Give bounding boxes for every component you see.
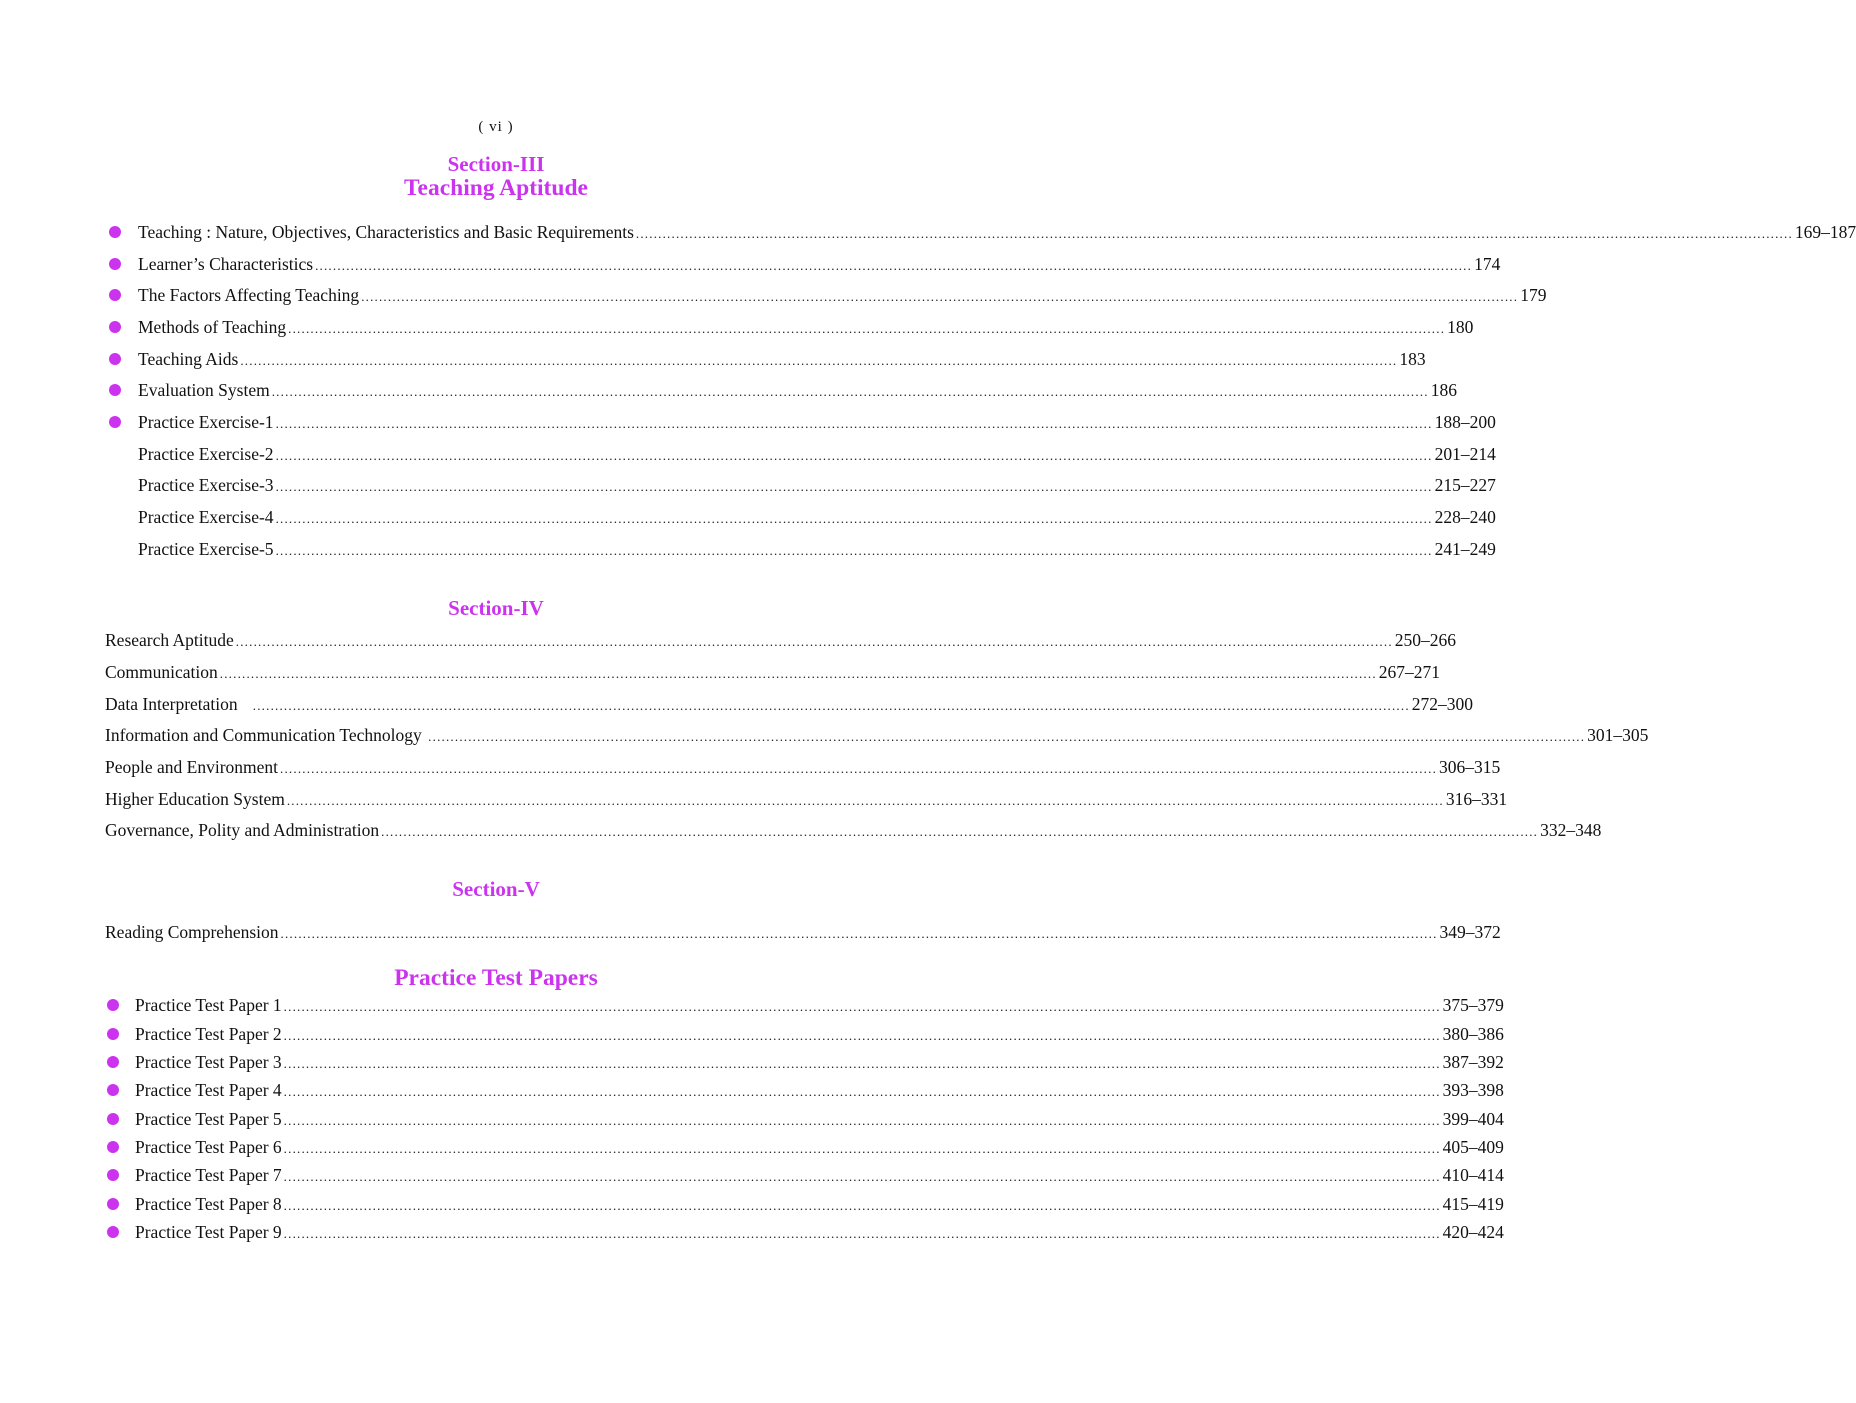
toc-entry[interactable] [135,1107,1504,1131]
dot-leader: .................................................................................................................................................................................................................................................................... [252,698,1410,713]
toc-entry-title: Methods of Teaching [138,317,287,337]
toc-entry[interactable] [105,723,1649,747]
section-3-subtitle: Teaching Aptitude [404,175,588,201]
toc-entry[interactable] [138,537,1496,561]
dot-leader: .................................................................................................................................................................................................................................................................... [240,353,1398,368]
dot-leader: .................................................................................................................................................................................................................................................................... [315,258,1473,273]
toc-entry[interactable] [138,473,1496,497]
dot-leader: .................................................................................................................................................................................................................................................................... [283,1056,1441,1071]
toc-entry-title: Practice Exercise-5 [138,539,274,559]
toc-entry-pages: 169–187 [1794,222,1856,242]
toc-entry[interactable] [138,220,1856,244]
toc-entry-title: Communication [105,662,218,682]
dot-leader: .................................................................................................................................................................................................................................................................... [283,1028,1441,1043]
toc-entry-pages: 180 [1447,317,1474,337]
toc-entry[interactable] [135,1078,1504,1102]
toc-entry[interactable] [105,660,1441,684]
toc-entry-title: Learner’s Characteristics [138,254,314,274]
toc-entry-pages: 349–372 [1439,922,1501,942]
toc-entry-pages: 306–315 [1439,757,1501,777]
toc-entry-title: Practice Test Paper 2 [135,1024,282,1044]
bullet-icon [107,1141,119,1153]
dot-leader: .................................................................................................................................................................................................................................................................... [280,926,1438,941]
toc-entry-pages: 179 [1520,285,1547,305]
toc-entry[interactable] [138,505,1496,529]
bullet-icon [109,289,121,301]
toc-entry[interactable] [135,1163,1504,1187]
toc-entry[interactable] [135,993,1504,1017]
toc-entry-pages: 228–240 [1434,507,1496,527]
bullet-icon [107,1226,119,1238]
section-5-title: Section-V [452,877,540,901]
bullet-icon [109,321,121,333]
toc-entry-title: People and Environment [105,757,279,777]
toc-entry-pages: 410–414 [1442,1165,1504,1185]
dot-leader: .................................................................................................................................................................................................................................................................... [283,1084,1441,1099]
bullet-icon [109,353,121,365]
dot-leader: .................................................................................................................................................................................................................................................................... [283,1198,1441,1213]
toc-entry[interactable] [138,410,1496,434]
dot-leader: .................................................................................................................................................................................................................................................................... [275,543,1433,558]
dot-leader: .................................................................................................................................................................................................................................................................... [283,1169,1441,1184]
bullet-icon [109,416,121,428]
bullet-icon [109,384,121,396]
toc-entry-pages: 188–200 [1434,412,1496,432]
toc-entry-pages: 215–227 [1434,475,1496,495]
toc-entry[interactable] [135,1135,1504,1159]
toc-entry[interactable] [135,1220,1504,1244]
toc-entry-pages: 241–249 [1434,539,1496,559]
section-3-title: Section-III [447,152,545,176]
toc-entry[interactable] [138,252,1501,276]
bullet-icon [109,258,121,270]
dot-leader: .................................................................................................................................................................................................................................................................... [275,416,1433,431]
dot-leader: .................................................................................................................................................................................................................................................................... [275,511,1433,526]
toc-entry-title: Information and Communication Technology [105,725,427,745]
toc-entry-pages: 332–348 [1540,820,1602,840]
toc-entry-title: Practice Exercise-1 [138,412,274,432]
toc-entry[interactable] [105,818,1602,842]
dot-leader: .................................................................................................................................................................................................................................................................... [219,666,1377,681]
toc-entry-title: Practice Exercise-3 [138,475,274,495]
toc-entry-pages: 420–424 [1442,1222,1504,1242]
dot-leader: .................................................................................................................................................................................................................................................................... [361,289,1519,304]
toc-entry-title: Governance, Polity and Administration [105,820,380,840]
toc-entry-pages: 405–409 [1442,1137,1504,1157]
toc-entry-title: Practice Test Paper 9 [135,1222,282,1242]
dot-leader: .................................................................................................................................................................................................................................................................... [283,1226,1441,1241]
dot-leader: .................................................................................................................................................................................................................................................................... [381,824,1539,839]
toc-entry[interactable] [105,920,1501,944]
dot-leader: .................................................................................................................................................................................................................................................................... [271,384,1429,399]
toc-entry-title: Practice Test Paper 3 [135,1052,282,1072]
section-4-title: Section-IV [448,596,544,620]
toc-entry[interactable] [105,692,1474,716]
bullet-icon [107,1169,119,1181]
toc-entry-pages: 183 [1399,349,1426,369]
toc-entry-pages: 316–331 [1445,789,1508,809]
toc-entry-title: Research Aptitude [105,630,234,650]
toc-entry-pages: 375–379 [1442,995,1504,1015]
toc-entry-title: Practice Test Paper 4 [135,1080,282,1100]
dot-leader: .................................................................................................................................................................................................................................................................... [283,1113,1441,1128]
toc-entry[interactable] [138,315,1474,339]
toc-entry-title: Practice Exercise-4 [138,507,274,527]
dot-leader: .................................................................................................................................................................................................................................................................... [275,479,1433,494]
dot-leader: .................................................................................................................................................................................................................................................................... [428,729,1586,744]
toc-entry[interactable] [105,755,1501,779]
toc-entry-title: Evaluation System [138,380,270,400]
toc-entry-title: Higher Education System [105,789,285,809]
dot-leader: .................................................................................................................................................................................................................................................................... [283,999,1441,1014]
toc-entry-pages: 415–419 [1442,1194,1504,1214]
toc-entry-pages: 387–392 [1442,1052,1504,1072]
toc-entry-pages: 201–214 [1434,444,1496,464]
toc-entry-title: Practice Exercise-2 [138,444,274,464]
toc-entry[interactable] [138,283,1547,307]
dot-leader: .................................................................................................................................................................................................................................................................... [283,1141,1441,1156]
dot-leader: .................................................................................................................................................................................................................................................................... [288,321,1446,336]
toc-entry-title: Reading Comprehension [105,922,279,942]
toc-entry-pages: 399–404 [1442,1109,1504,1129]
toc-entry[interactable] [135,1192,1504,1216]
toc-entry-title: Practice Test Paper 7 [135,1165,282,1185]
practice-papers-title: Practice Test Papers [394,965,598,991]
bullet-icon [109,226,121,238]
toc-entry[interactable] [105,787,1508,811]
bullet-icon [107,1056,119,1068]
dot-leader: .................................................................................................................................................................................................................................................................... [280,761,1438,776]
toc-entry[interactable] [105,628,1457,652]
toc-entry-title: Teaching Aids [138,349,239,369]
bullet-icon [107,1198,119,1210]
toc-entry-title: Practice Test Paper 8 [135,1194,282,1214]
toc-entry[interactable] [135,1022,1504,1046]
toc-entry-pages: 272–300 [1411,694,1474,714]
toc-entry[interactable] [138,442,1496,466]
dot-leader: .................................................................................................................................................................................................................................................................... [635,226,1793,241]
bullet-icon [107,999,119,1011]
toc-entry-pages: 250–266 [1394,630,1457,650]
toc-entry[interactable] [138,378,1457,402]
toc-entry-title: Practice Test Paper 6 [135,1137,282,1157]
page-number: ( vi ) [478,119,514,135]
bullet-icon [107,1028,119,1040]
bullet-icon [107,1084,119,1096]
toc-entry-pages: 380–386 [1442,1024,1504,1044]
dot-leader: .................................................................................................................................................................................................................................................................... [235,634,1393,649]
toc-entry-pages: 186 [1430,380,1457,400]
toc-entry-pages: 267–271 [1378,662,1441,682]
bullet-icon [107,1113,119,1125]
toc-entry[interactable] [135,1050,1504,1074]
toc-entry-pages: 393–398 [1442,1080,1504,1100]
toc-entry-title: Practice Test Paper 1 [135,995,282,1015]
dot-leader: .................................................................................................................................................................................................................................................................... [275,448,1433,463]
toc-entry-title: Teaching : Nature, Objectives, Characteristics and Basic Requirements [138,222,634,242]
toc-entry-pages: 174 [1474,254,1501,274]
toc-entry-title: Practice Test Paper 5 [135,1109,282,1129]
toc-entry-title: The Factors Affecting Teaching [138,285,360,305]
toc-entry-title: Data Interpretation [105,694,251,714]
toc-entry[interactable] [138,347,1426,371]
dot-leader: .................................................................................................................................................................................................................................................................... [286,793,1444,808]
toc-entry-pages: 301–305 [1587,725,1649,745]
